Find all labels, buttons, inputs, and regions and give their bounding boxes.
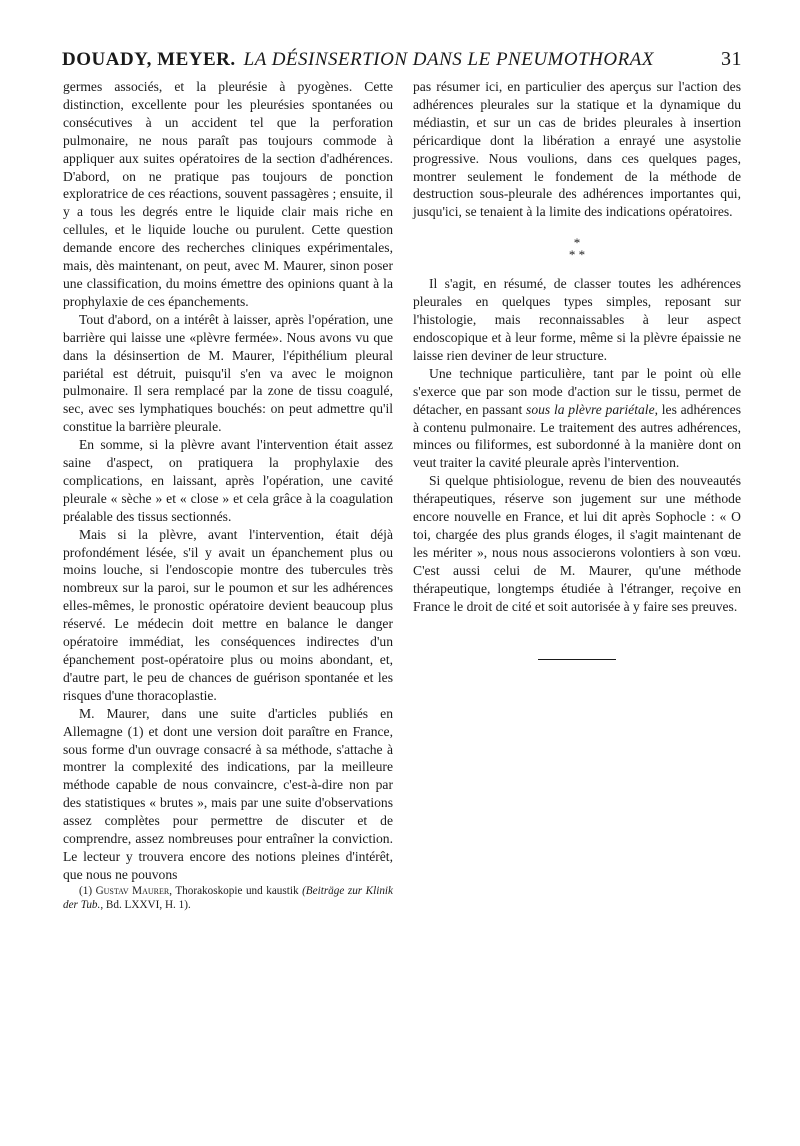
footnote-text: , Thorakoskopie und kaustik [169,884,303,897]
right-paragraph-2: Il s'agit, en résumé, de classer toutes les adhérences pleurales en quelques types simples, reposant sur l'histologie, mais reconnaissables à leur aspect endoscopique et à leur forme, même si la plèvre épaissie ne laisse rien deviner de leur structure. [413,276,741,363]
page-number: 31 [721,48,742,70]
header-title: LA DÉSINSERTION DANS LE PNEUMOTHORAX [243,49,654,70]
right-paragraph-3-start: Une technique particulière, tant par le point où elle s'exerce que par son mode d'action sur le tissu, permet de détacher, en passant [413,365,741,417]
left-paragraph-3: En somme, si la plèvre avant l'intervention était assez saine d'aspect, on pratiquera la prophylaxie des complications, en laissant, après l'opération, une cavité pleurale « sèche » et « close » et cela grâce à la coagulation préalable des tissus sectionnés. [63,437,393,524]
left-paragraph-5: M. Maurer, dans une suite d'articles publiés en Allemagne (1) et dont une version doit paraître en France, sous forme d'un ouvrage consacré à sa méthode, s'attache à montrer la complexité des indications, par la meilleure méthode capable de nous convaincre, c'est-à-dire non par des statistiques « brutes », mais par une suite d'observations assez complètes pour permettre de discuter et de comprendre, assez nombreuses pour entraîner la conviction. Le lecteur y trouvera encore des notions pleines d'intérêt, que nous ne pouvons [63,705,393,882]
right-paragraph-3-rest: , les adhérences à contenu pulmonaire. Le traitement des autres adhérences, minces ou filiformes, est subordonné à la manière dont on veut traiter la cavité pleurale après l'intervention. [413,401,742,471]
right-paragraph-3 [413,365,741,472]
left-paragraph-1: germes associés, et la pleurésie à pyogènes. Cette distinction, excellente pour les pleurésies spontanées ou consécutives à un accident tel que la perforation pulmonaire, ne nous paraît pas toujours commode à appliquer aux suites opératoires de la section d'adhérences. D'abord, on ne pratique pas toujours de ponction exploratrice de ces réactions, souvent passagères ; ensuite, il y a tous les degrés entre le liquide clair mais riche en cellules, et le liquide louche ou purulent. Cette question demande encore des recherches cliniques expérimentales, mais, dès maintenant, on peut, avec M. Maurer, sinon poser une classification, du moins émettre des opinions quant à la prophylaxie de ces épanchements. [63,79,393,309]
right-paragraph-4: Si quelque phtisiologue, revenu de bien des nouveautés thérapeutiques, réserve son jugement sur une méthode encore nouvelle en France, et lui dit après Sophocle : « O toi, chargée des plus grands éloges, il s'agit maintenant de les mériter », nous nous associerons volontiers à son vœu. C'est aussi celui de M. Maurer, qu'une méthode thérapeutique, longtemps étudiée à l'étranger, reçoive en France le droit de cité et soit autorisée à y faire ses preuves. [413,473,741,614]
asterism-top: * [573,235,581,251]
right-paragraph-3-italic: sous la plèvre pariétale [526,401,655,417]
asterism [413,237,741,261]
end-rule [538,659,616,660]
footnote-ref: , Bd. LXXVI, H. 1). [100,898,191,911]
running-head [62,48,742,74]
footnote-marker: (1) [79,884,93,897]
right-column [413,78,741,660]
asterism-bottom: * * [568,247,586,263]
right-paragraph-1: pas résumer ici, en particulier des aperçus sur l'action des adhérences pleurales sur la statique et la dynamique du médiastin, et sur un cas de brides pleurales à insertion péricardique dont la libération a enrayé une asystolie progressive. Nous voulions, dans ces quelques pages, montrer seulement le fondement de la méthode de destruction sous-pleurale des adhérences importantes qui, jusqu'ici, se tenaient à la limite des indications opératoires. [413,79,741,220]
footnote [63,884,393,912]
left-paragraph-4: Mais si la plèvre, avant l'intervention, était déjà profondément lésée, s'il y avait un épanchement plus ou moins louche, si l'endoscopie montre des tubercules très nombreux sur la paroi, sur le poumon et sur les adhérences elles-mêmes, le pronostic opératoire devient beaucoup plus réservé. Le médecin doit mettre en balance le danger opératoire immédiat, les conséquences indirectes d'un épanchement post-opératoire plus ou moins abondant, et, d'autre part, le peu de chances de guérison spontanée et les risques d'une thoracoplastie. [63,526,393,703]
left-column [63,78,393,912]
left-paragraph-2: Tout d'abord, on a intérêt à laisser, après l'opération, une barrière qui laisse une «plèvre fermée». Nous avons vu que dans la désinsertion de M. Maurer, l'épithélium pleural pariétal est détruit, puisqu'il s'en va avec le moignon pulmonaire. Il sera remplacé par la zone de tissu coagulé, sec, avec ses lymphatiques bouchés: on peut admettre qu'il constitue la barrière pleurale. [63,311,393,435]
footnote-journal: (Beiträge zur Klinik der Tub. [63,884,393,911]
footnote-author: Gustav Maurer [95,884,170,897]
header-authors: DOUADY, MEYER. [62,49,236,70]
